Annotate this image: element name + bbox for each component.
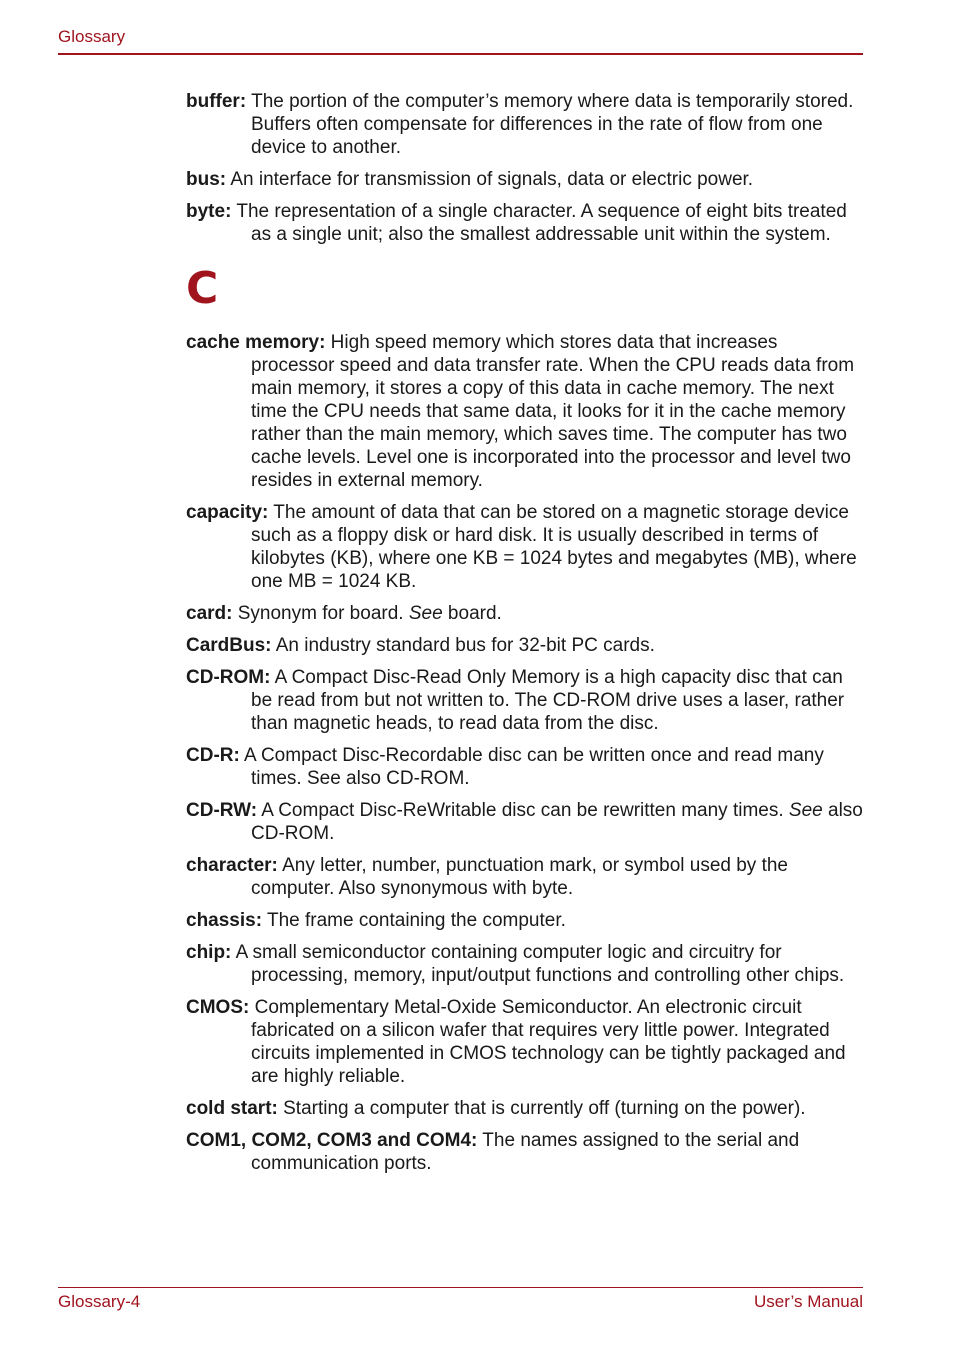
glossary-term: CMOS: xyxy=(186,997,250,1018)
glossary-definition: Complementary Metal-Oxide Semiconductor. An electronic circuit fabricated on a silicon wafer that requires very little power. Integrated circuits implemented in CMOS technology can be tightly packaged and are highly reliable. xyxy=(249,997,846,1087)
glossary-definition: A Compact Disc-Recordable disc can be written once and read many times. See also CD-ROM. xyxy=(239,745,824,789)
glossary-definition: The representation of a single character. A sequence of eight bits treated as a single unit; also the smallest addressable unit within the system. xyxy=(231,201,847,245)
glossary-definition: The frame containing the computer. xyxy=(262,910,566,931)
glossary-entry-cold-start xyxy=(186,1097,864,1120)
glossary-term: bus: xyxy=(186,169,227,190)
glossary-entry-buffer xyxy=(186,90,864,159)
glossary-definition: An interface for transmission of signals, data or electric power. xyxy=(226,169,754,190)
glossary-definition: The names assigned to the serial and communication ports. xyxy=(251,1130,800,1174)
glossary-entry-character xyxy=(186,854,864,900)
see-reference: See xyxy=(788,800,823,821)
page-number: Glossary-4 xyxy=(58,1292,141,1311)
glossary-definition: A small semiconductor containing computer logic and circuitry for processing, memory, input/output functions and controlling other chips. xyxy=(231,942,845,986)
glossary-definition: An industry standard bus for 32-bit PC cards. xyxy=(271,635,655,656)
glossary-definition-tail: also CD-ROM. xyxy=(251,800,863,844)
glossary-definition: Starting a computer that is currently off (turning on the power). xyxy=(277,1098,806,1119)
glossary-term: byte: xyxy=(186,201,232,222)
glossary-entry-cmos xyxy=(186,996,864,1088)
glossary-term: COM1, COM2, COM3 and COM4: xyxy=(186,1130,478,1151)
glossary-term: CD-RW: xyxy=(186,800,258,821)
section-letter-heading: C xyxy=(186,263,219,314)
glossary-definition: Any letter, number, punctuation mark, or symbol used by the computer. Also synonymous with byte. xyxy=(251,855,788,899)
glossary-term: buffer: xyxy=(186,91,247,112)
glossary-term: cache memory: xyxy=(186,332,326,353)
footer-rule xyxy=(58,1287,863,1288)
glossary-entry-chip xyxy=(186,941,864,987)
glossary-entry-cd-rw xyxy=(186,799,864,845)
glossary-term: CD-ROM: xyxy=(186,667,271,688)
glossary-term: cold start: xyxy=(186,1098,278,1119)
glossary-definition: The amount of data that can be stored on a magnetic storage device such as a floppy disk or hard disk. It is usually described in terms of kilobytes (KB), where one KB = 1024 bytes and megabytes (MB), where one MB = 1024 KB. xyxy=(251,502,857,592)
glossary-entry-com-ports xyxy=(186,1129,864,1175)
glossary-content xyxy=(186,90,864,1184)
manual-title: User’s Manual xyxy=(754,1292,863,1311)
see-reference: See xyxy=(408,603,443,624)
glossary-entry-cd-rom xyxy=(186,666,864,735)
glossary-term: CardBus: xyxy=(186,635,272,656)
glossary-term: CD-R: xyxy=(186,745,240,766)
glossary-definition-tail: board. xyxy=(442,603,502,624)
header-rule xyxy=(58,53,863,55)
glossary-definition: The portion of the computer’s memory where data is temporarily stored. Buffers often compensate for differences in the rate of flow from one device to another. xyxy=(246,91,854,158)
glossary-entry-card xyxy=(186,602,864,625)
glossary-term: chip: xyxy=(186,942,232,963)
glossary-entry-chassis xyxy=(186,909,864,932)
glossary-entry-cache-memory xyxy=(186,331,864,492)
glossary-term: character: xyxy=(186,855,278,876)
glossary-definition: A Compact Disc-ReWritable disc can be rewritten many times. xyxy=(257,800,789,821)
glossary-term: chassis: xyxy=(186,910,263,931)
glossary-entry-byte xyxy=(186,200,864,246)
glossary-term: card: xyxy=(186,603,233,624)
glossary-definition: High speed memory which stores data that increases processor speed and data transfer rate. When the CPU reads data from main memory, it stores a copy of this data in cache memory. The next time the CPU needs that same data, it looks for it in the cache memory rather than the main memory, which saves time. The computer has two cache levels. Level one is incorporated into the processor and level two resides in external memory. xyxy=(251,332,855,491)
glossary-entry-capacity xyxy=(186,501,864,593)
glossary-definition: Synonym for board. xyxy=(232,603,409,624)
glossary-entry-cd-r xyxy=(186,744,864,790)
glossary-definition: A Compact Disc-Read Only Memory is a high capacity disc that can be read from but not written to. The CD-ROM drive uses a laser, rather than magnetic heads, to read data from the disc. xyxy=(251,667,845,734)
glossary-entry-bus xyxy=(186,168,864,191)
glossary-entry-cardbus xyxy=(186,634,864,657)
running-header-title: Glossary xyxy=(58,27,126,46)
glossary-term: capacity: xyxy=(186,502,269,523)
